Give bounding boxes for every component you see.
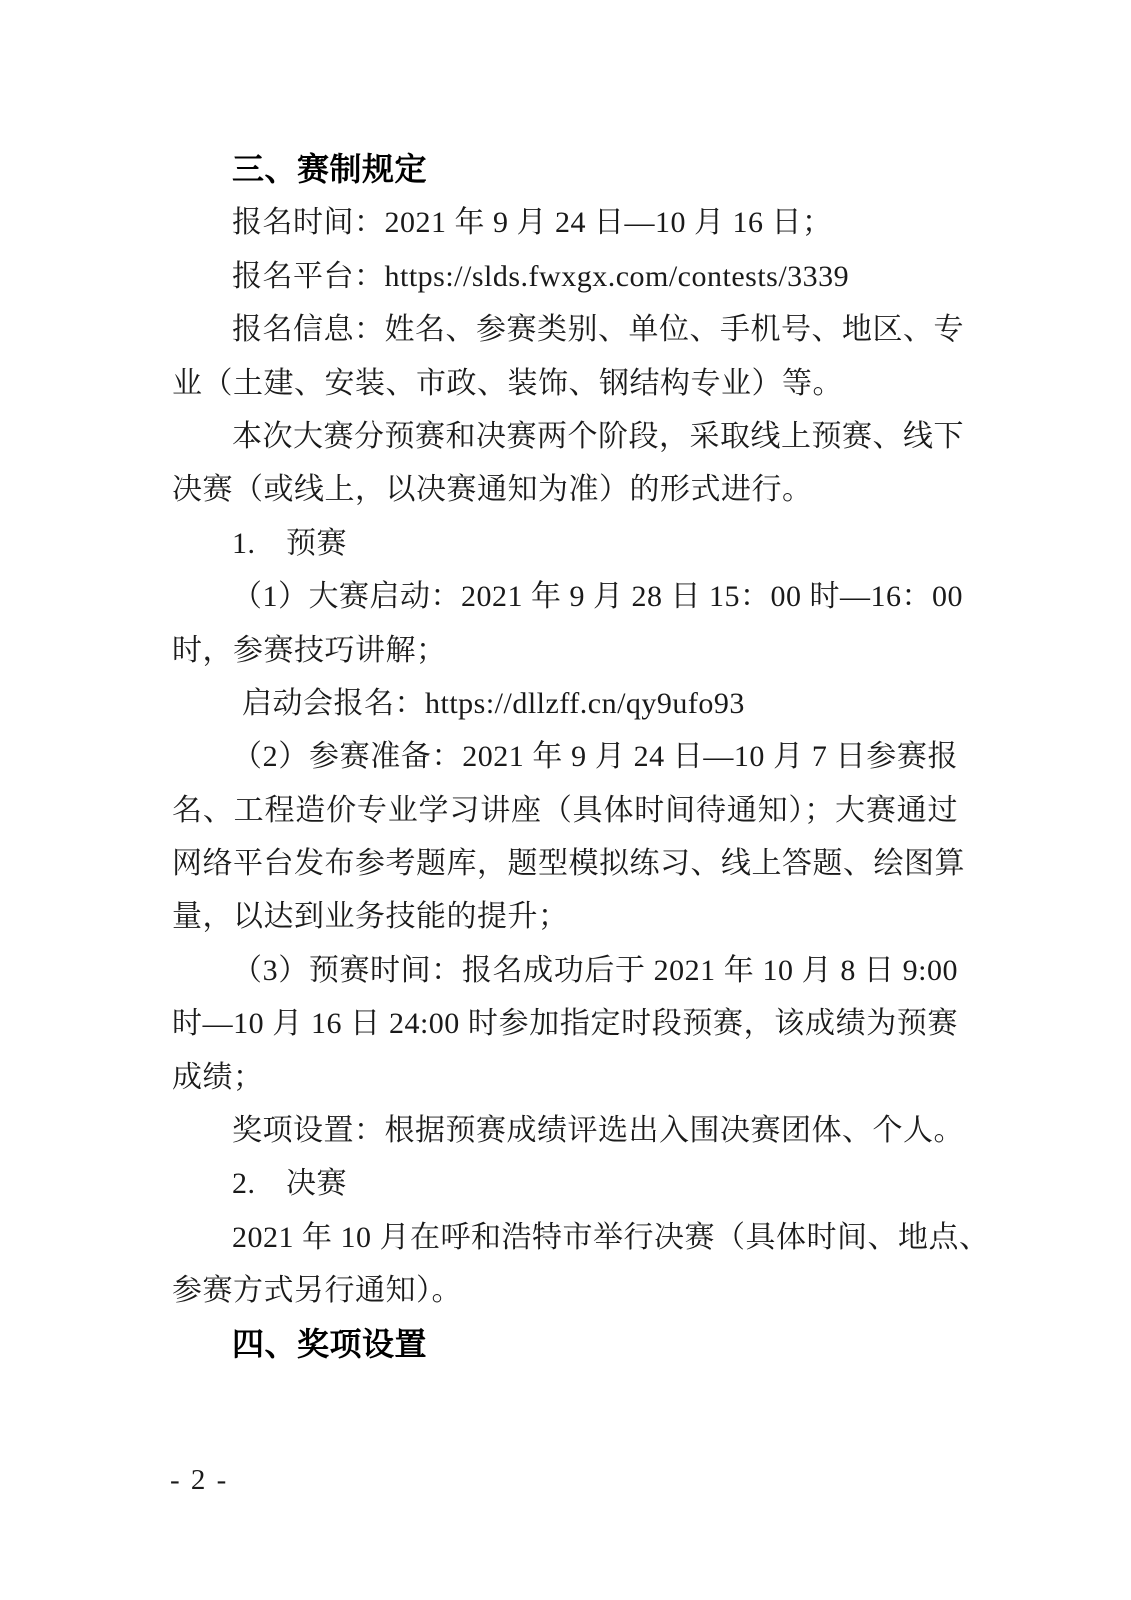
doc-line-launch-1: （1）大赛启动：2021 年 9 月 28 日 15：00 时—16：00 (232, 580, 963, 614)
doc-line-prelim-time-1: （3）预赛时间：报名成功后于 2021 年 10 月 8 日 9:00 (232, 953, 958, 987)
doc-line-signup-info-1: 报名信息：姓名、参赛类别、单位、手机号、地区、专 (232, 313, 964, 347)
doc-subheading-final: 2. 决赛 (232, 1167, 347, 1201)
section-heading-4: 四、奖项设置 (232, 1325, 428, 1362)
doc-line-stages-1: 本次大赛分预赛和决赛两个阶段，采取线上预赛、线下 (232, 419, 964, 453)
section-heading-3: 三、赛制规定 (232, 151, 428, 187)
doc-line-preparation-3: 网络平台发布参考题库，题型模拟练习、线上答题、绘图算 (172, 847, 965, 881)
doc-line-preparation-1: （2）参赛准备：2021 年 9 月 24 日—10 月 7 日参赛报 (232, 740, 958, 774)
document-body (172, 143, 990, 1371)
doc-line-awards-note: 奖项设置：根据预赛成绩评选出入围决赛团体、个人。 (232, 1114, 964, 1148)
doc-line-stages-2: 决赛（或线上，以决赛通知为准）的形式进行。 (172, 473, 813, 507)
doc-line-final-1: 2021 年 10 月在呼和浩特市举行决赛（具体时间、地点、 (232, 1220, 990, 1254)
doc-line-signup-time: 报名时间：2021 年 9 月 24 日—10 月 16 日； (232, 206, 833, 240)
doc-line-signup-platform-url: 报名平台：https://slds.fwxgx.com/contests/3339 (232, 259, 850, 293)
doc-line-launch-2: 时，参赛技巧讲解； (172, 633, 447, 667)
doc-line-signup-info-2: 业（土建、安装、市政、装饰、钢结构专业）等。 (172, 366, 843, 400)
doc-subheading-preliminary: 1. 预赛 (232, 526, 347, 560)
page-number: - 2 - (170, 1464, 229, 1496)
doc-line-final-2: 参赛方式另行通知）。 (172, 1274, 462, 1308)
doc-line-prelim-time-2: 时—10 月 16 日 24:00 时参加指定时段预赛，该成绩为预赛 (172, 1007, 958, 1041)
doc-line-prelim-time-3: 成绩； (172, 1060, 264, 1094)
doc-line-preparation-2: 名、工程造价专业学习讲座（具体时间待通知）；大赛通过 (172, 793, 958, 827)
doc-line-launch-signup-url: 启动会报名：https://dllzff.cn/qy9ufo93 (242, 686, 745, 720)
doc-line-preparation-4: 量，以达到业务技能的提升； (172, 900, 569, 934)
